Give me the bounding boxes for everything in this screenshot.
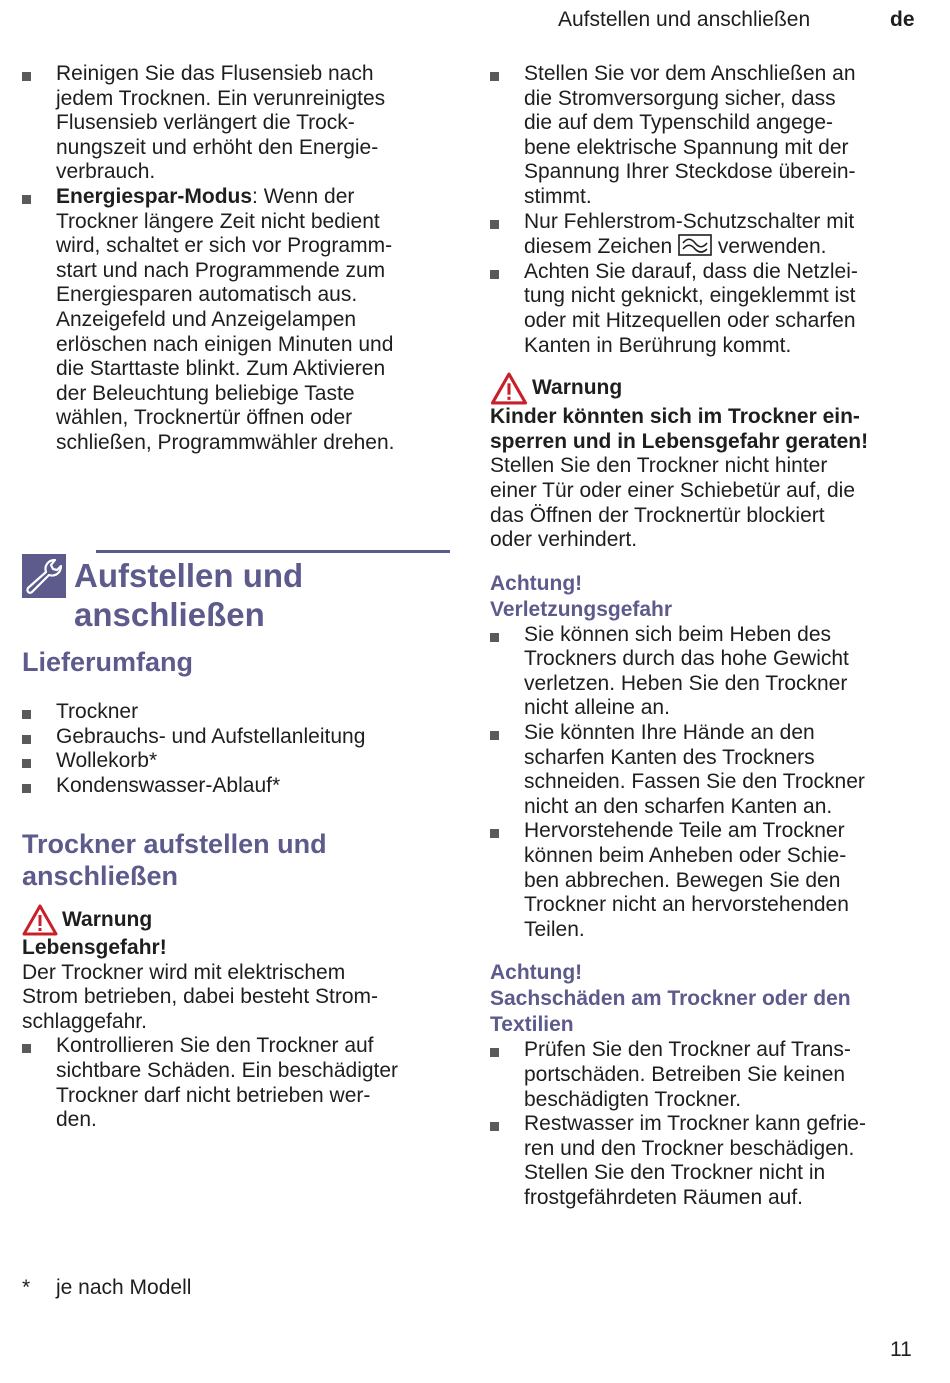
warning-label: Warnung <box>62 907 153 931</box>
text-line: Stellen Sie den Trockner nicht in <box>524 1161 826 1185</box>
heading-line: Trockner aufstellen und <box>22 829 327 859</box>
warning-triangle-icon <box>22 904 58 936</box>
text-line: Stellen Sie vor dem Anschließen an <box>524 62 856 85</box>
rcd-symbol-icon <box>678 234 712 256</box>
text-line: Sie können sich beim Heben des <box>524 622 832 646</box>
list-item <box>22 749 452 774</box>
text-line: stimmt. <box>524 184 592 208</box>
lieferumfang-heading: Lieferumfang <box>22 647 194 677</box>
item-text: Trockner <box>56 700 139 723</box>
warning-label-row <box>490 372 920 405</box>
text-line: können beim Anheben oder Schie- <box>524 844 847 868</box>
intro-list <box>22 62 452 456</box>
list-item <box>22 700 452 725</box>
text-line: erlöschen nach einigen Minuten und <box>56 332 394 356</box>
text-line: ren und den Trockner beschädigen. <box>524 1136 855 1160</box>
text-line: beschädigten Trockner. <box>524 1087 742 1111</box>
text-line: nicht an den scharfen Kanten an. <box>524 794 833 818</box>
footnote-marker: * <box>22 1276 31 1299</box>
warning-title <box>490 405 920 454</box>
delivery-list <box>22 700 452 798</box>
square-bullet-icon <box>490 1122 499 1131</box>
text-line: wählen, Trocknertür öffnen oder <box>56 406 353 430</box>
text-line: tung nicht geknickt, eingeklemmt ist <box>524 284 856 308</box>
text-line: wird, schaltet er sich vor Programm- <box>56 234 393 258</box>
square-bullet-icon <box>490 829 499 838</box>
text-line: Prüfen Sie den Trockner auf Trans- <box>524 1038 851 1062</box>
text-line: Trockner nicht an hervorstehenden <box>524 893 849 917</box>
text-line: oder verhindert. <box>490 528 638 552</box>
text-line: Spannung Ihrer Steckdose überein- <box>524 160 856 184</box>
text-line: Teilen. <box>524 917 585 941</box>
running-header-title: Aufstellen und anschließen <box>558 8 811 31</box>
language-code: de <box>890 8 915 31</box>
text-line: Energiesparen automatisch aus. <box>56 283 358 307</box>
title-line: Kinder könnten sich im Trockner ein- <box>490 405 860 429</box>
square-bullet-icon <box>490 1048 499 1057</box>
text-line: verbrauch. <box>56 160 156 184</box>
item-text: Wollekorb* <box>56 749 158 773</box>
square-bullet-icon <box>490 270 499 279</box>
left-column <box>22 62 452 456</box>
item-text: Gebrauchs- und Aufstellanleitung <box>56 724 366 748</box>
chapter-rule <box>96 550 450 553</box>
text-line: bene elektrische Spannung mit der <box>524 135 849 159</box>
text-line: Achten Sie darauf, dass die Netzlei- <box>524 259 858 283</box>
text-line: die Starttaste blinkt. Zum Aktivieren <box>56 357 386 381</box>
text-line: Flusensieb verlängert die Trock- <box>56 111 355 135</box>
list-item <box>22 725 452 750</box>
text-line: Der Trockner wird mit elektrischem <box>22 960 346 984</box>
warning-title: Lebensgefahr! <box>22 936 167 959</box>
square-bullet-icon <box>22 195 31 204</box>
text-line: verletzen. Heben Sie den Trockner <box>524 671 848 695</box>
item-text: Kondenswasser-Ablauf* <box>56 773 281 797</box>
setup-section <box>22 828 452 1133</box>
title-line: sperren und in Lebensgefahr geraten! <box>490 429 869 453</box>
caution-title: Textilien <box>490 1013 574 1037</box>
list-item <box>490 210 920 260</box>
square-bullet-icon <box>22 72 31 81</box>
text-line: ben abbrechen. Bewegen Sie den <box>524 868 841 892</box>
text-line: Trockner darf nicht betrieben wer- <box>56 1083 371 1107</box>
text-line: sichtbare Schäden. Ein beschädigter <box>56 1058 399 1082</box>
lieferumfang-section <box>22 646 452 798</box>
text-fragment: verwenden. <box>712 235 827 259</box>
page-number: 11 <box>890 1338 912 1361</box>
title-line: anschließen <box>74 596 265 633</box>
text-line: nungszeit und erhöht den Energie- <box>56 135 379 159</box>
text-line: Trockner längere Zeit nicht bedient <box>56 209 380 233</box>
list-item <box>22 774 452 799</box>
wrench-icon <box>22 554 66 598</box>
caution-label: Achtung! <box>490 961 583 985</box>
text-line: einer Tür oder einer Schiebetür auf, die <box>490 478 855 502</box>
text-line: der Beleuchtung beliebige Taste <box>56 381 355 405</box>
text-line: oder mit Hitzequellen oder scharfen <box>524 308 856 332</box>
setup-heading <box>22 828 452 892</box>
text-line: Trockners durch das hohe Gewicht <box>524 647 849 671</box>
text-line: die Stromversorgung sicher, dass <box>524 86 836 110</box>
text-line: Anzeigefeld und Anzeigelampen <box>56 307 357 331</box>
text-line: schneiden. Fassen Sie den Trockner <box>524 770 865 794</box>
list-item <box>490 1112 920 1210</box>
text-line: schlaggefahr. <box>22 1009 147 1033</box>
square-bullet-icon <box>490 220 499 229</box>
text-line: Hervorstehende Teile am Trockner <box>524 819 845 843</box>
text-line <box>56 185 452 210</box>
warning-label: Warnung <box>532 376 623 400</box>
text-line: scharfen Kanten des Trockners <box>524 745 815 769</box>
warning-triangle-icon <box>490 372 528 405</box>
square-bullet-icon <box>22 710 31 719</box>
caution-list <box>490 1038 920 1210</box>
caution-list <box>490 623 920 943</box>
list-item <box>490 260 920 358</box>
text-line: die auf dem Typenschild angege- <box>524 111 833 135</box>
list-item <box>490 623 920 721</box>
list-item <box>490 819 920 942</box>
text-line: Stellen Sie den Trockner nicht hinter <box>490 454 828 478</box>
text-line: Kanten in Berührung kommt. <box>524 333 792 357</box>
warning-list <box>22 1034 452 1132</box>
text-line: Strom betrieben, dabei besteht Strom- <box>22 985 379 1009</box>
list-item <box>22 185 452 456</box>
caution-block-damage <box>490 960 920 1210</box>
caution-title: Sachschäden am Trockner oder den <box>490 987 851 1011</box>
list-item <box>22 1034 452 1132</box>
square-bullet-icon <box>490 633 499 642</box>
list-item <box>22 62 452 185</box>
caution-block-injury <box>490 571 920 943</box>
text-line: den. <box>56 1108 97 1132</box>
square-bullet-icon <box>22 759 31 768</box>
square-bullet-icon <box>22 784 31 793</box>
text-line: schließen, Programmwähler drehen. <box>56 430 395 454</box>
heading-line: anschließen <box>22 861 179 891</box>
text-fragment: diesem Zeichen <box>524 235 679 259</box>
text-line: start und nach Programmende zum <box>56 258 386 282</box>
text-line: das Öffnen der Trocknertür blockiert <box>490 503 825 527</box>
text-line: Sie könnten Ihre Hände an den <box>524 721 815 745</box>
footnote <box>22 1276 191 1300</box>
text-line: Nur Fehlerstrom-Schutzschalter mit <box>524 209 855 233</box>
square-bullet-icon <box>490 72 499 81</box>
text-line: portschäden. Betreiben Sie keinen <box>524 1063 846 1086</box>
text-line: jedem Trocknen. Ein verunreinigtes <box>56 86 386 110</box>
list-item <box>490 1038 920 1112</box>
footnote-text: je nach Modell <box>56 1276 192 1299</box>
square-bullet-icon <box>22 735 31 744</box>
text-line: nicht alleine an. <box>524 696 670 720</box>
text-line: Restwasser im Trockner kann gefrie- <box>524 1112 866 1136</box>
text-line: frostgefährdeten Räumen auf. <box>524 1185 804 1209</box>
title-line: Aufstellen und <box>74 557 304 594</box>
text-fragment: : Wenn der <box>252 184 355 208</box>
warning-label-row <box>22 904 452 936</box>
list-item <box>490 721 920 819</box>
square-bullet-icon <box>490 731 499 740</box>
right-column <box>490 62 920 1211</box>
text-line <box>524 234 920 260</box>
caution-label: Achtung! <box>490 571 583 595</box>
text-line: Reinigen Sie das Flusensieb nach <box>56 62 374 85</box>
caution-title: Verletzungsgefahr <box>490 597 673 621</box>
electrical-list <box>490 62 920 358</box>
text-line: Kontrollieren Sie den Trockner auf <box>56 1034 374 1058</box>
square-bullet-icon <box>22 1044 31 1053</box>
list-item <box>490 62 920 210</box>
chapter-title <box>74 556 303 634</box>
energy-mode-term: Energiespar-Modus <box>56 184 253 208</box>
